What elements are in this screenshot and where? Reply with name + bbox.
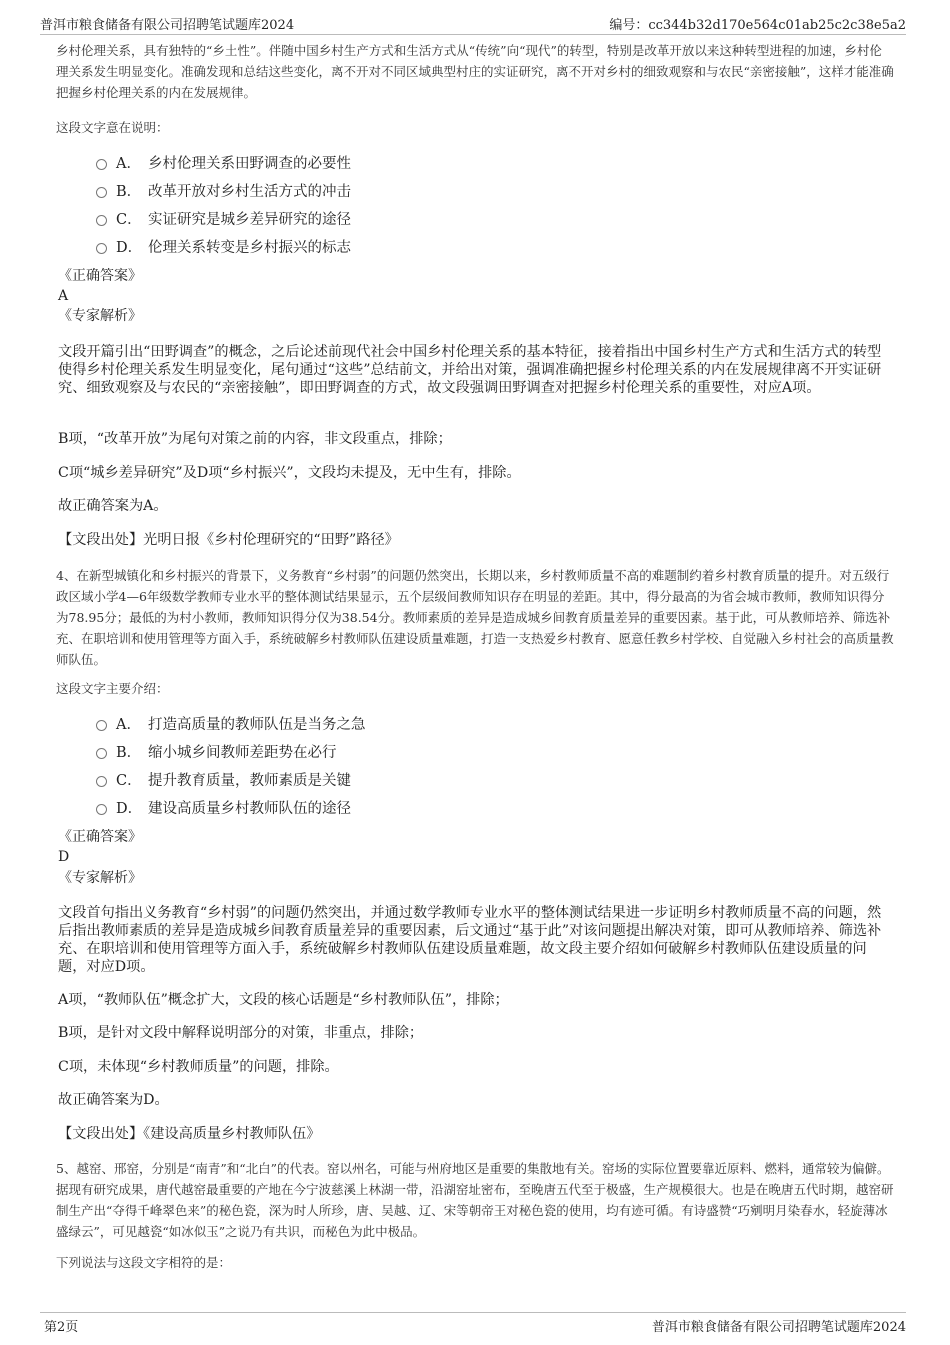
radio-icon[interactable]	[96, 748, 107, 759]
q4-prompt: 这段文字主要介绍：	[56, 681, 169, 696]
q3-option-a[interactable]: A． 乡村伦理关系田野调查的必要性	[96, 150, 796, 178]
q3-option-b[interactable]: B． 改革开放对乡村生活方式的冲击	[96, 178, 796, 206]
q4-analysis-c: C项，未体现“乡村教师质量”的问题，排除。	[58, 1059, 339, 1075]
header-code: 编号：cc344b32d170e564c01ab25c2c38e5a2	[609, 18, 906, 33]
q3-passage: 乡村伦理关系，具有独特的“乡土性”。伴随中国乡村生产方式和生活方式从“传统”向“现代”的转型，特别是改革开放以来这种转型进程的加速，乡村伦理关系发生明显变化。准确发现和总结这些变化，离不开对不同区域典型村庄的实证研究，离不开对乡村的细致观察和与农民“亲密接触”，这样才能准确把握乡村伦理关系的内在发展规律。	[56, 43, 894, 100]
q3-analysis-conclusion: 故正确答案为A。	[58, 498, 168, 514]
q3-analysis-cd: C项“城乡差异研究”及D项“乡村振兴”，文段均未提及，无中生有，排除。	[58, 465, 521, 481]
q5-prompt: 下列说法与这段文字相符的是：	[56, 1255, 232, 1270]
radio-icon[interactable]	[96, 720, 107, 731]
q3-source: 【文段出处】光明日报《乡村伦理研究的“田野”路径》	[58, 532, 399, 548]
footer-title: 普洱市粮食储备有限公司招聘笔试题库2024	[651, 1320, 906, 1335]
radio-icon[interactable]	[96, 215, 107, 226]
header-title: 普洱市粮食储备有限公司招聘笔试题库2024	[40, 18, 295, 33]
q4-analysis-conclusion: 故正确答案为D。	[58, 1092, 169, 1108]
q4-analysis-b: B项，是针对文段中解释说明部分的对策，非重点，排除；	[58, 1025, 424, 1041]
q4-option-d[interactable]: D． 建设高质量乡村教师队伍的途径	[96, 795, 796, 823]
q3-analysis-b: B项，“改革开放”为尾句对策之前的内容，非文段重点，排除；	[58, 431, 452, 447]
q3-answer: A	[58, 288, 69, 304]
radio-icon[interactable]	[96, 159, 107, 170]
q3-option-c[interactable]: C． 实证研究是城乡差异研究的途径	[96, 206, 796, 234]
q3-analysis-label: 《专家解析》	[58, 308, 142, 324]
q3-options	[96, 150, 796, 262]
q4-analysis-label: 《专家解析》	[58, 870, 142, 886]
q4-source: 【文段出处】《建设高质量乡村教师队伍》	[58, 1126, 321, 1142]
q4-analysis-main: 文段首句指出义务教育“乡村弱”的问题仍然突出，并通过数学教师专业水平的整体测试结果进一步证明乡村教师质量不高的问题，然后指出教师素质的差异是造成城乡间教育质量差异的重要因素，后文通过“基于此”对该问题提出解决对策，即可从教师培养、筛选补充、在职培训和使用管理等方面入手，系统破解乡村教师队伍建设质量难题，故文段主要介绍如何破解乡村教师队伍建设质量的问题，对应D项。	[58, 905, 882, 975]
q3-answer-label: 《正确答案》	[58, 268, 142, 284]
radio-icon[interactable]	[96, 243, 107, 254]
q3-prompt: 这段文字意在说明：	[56, 120, 169, 135]
q4-analysis-a: A项，“教师队伍”概念扩大，文段的核心话题是“乡村教师队伍”，排除；	[58, 992, 509, 1008]
radio-icon[interactable]	[96, 804, 107, 815]
q4-answer-label: 《正确答案》	[58, 829, 142, 845]
q4-option-b[interactable]: B． 缩小城乡间教师差距势在必行	[96, 739, 796, 767]
q4-options	[96, 711, 796, 823]
q4-option-a[interactable]: A． 打造高质量的教师队伍是当务之急	[96, 711, 796, 739]
page-header	[40, 12, 906, 35]
q3-option-d[interactable]: D． 伦理关系转变是乡村振兴的标志	[96, 234, 796, 262]
footer-page-number: 第2页	[44, 1320, 79, 1335]
q5-passage: 5、越窑、邢窑，分别是“南青”和“北白”的代表。窑以州名，可能与州府地区是重要的集散地有关。窑场的实际位置要靠近原料、燃料，通常较为偏僻。据现有研究成果，唐代越窑最重要的产地在今宁波慈溪上林湖一带，沿湖窑址密布，至晚唐五代至于极盛，生产规模很大。也是在晚唐五代时期，越窑研制生产出“夺得千峰翠色来”的秘色瓷，深为时人所珍，唐、吴越、辽、宋等朝帝王对秘色瓷的使用，均有迹可循。有诗盛赞“巧剜明月染春水，轻旋薄冰盛绿云”，可见越瓷“如冰似玉”之说乃有共识，而秘色为此中极品。	[56, 1161, 894, 1239]
q4-option-c[interactable]: C． 提升教育质量，教师素质是关键	[96, 767, 796, 795]
radio-icon[interactable]	[96, 776, 107, 787]
q4-passage: 4、在新型城镇化和乡村振兴的背景下，义务教育“乡村弱”的问题仍然突出，长期以来，乡村教师质量不高的难题制约着乡村教育质量的提升。对五级行政区域小学4—6年级数学教师专业水平的整体测试结果显示，五个层级间教师知识存在明显的差距。其中，得分最高的为省会城市教师，教师知识得分为78.95分；最低的为村小教师，教师知识得分仅为38.54分。教师素质的差异是造成城乡间教育质量差异的重要因素。基于此，可从教师培养、筛选补充、在职培训和使用管理等方面入手，系统破解乡村教师队伍建设质量难题，打造一支热爱乡村教育、愿意任教乡村学校、自觉融入乡村社会的高质量教师队伍。	[56, 568, 894, 667]
q4-answer: D	[58, 849, 70, 865]
page-footer	[40, 1312, 906, 1337]
q3-analysis-main: 文段开篇引出“田野调查”的概念，之后论述前现代社会中国乡村伦理关系的基本特征，接着指出中国乡村生产方式和生活方式的转型使得乡村伦理关系发生明显变化，尾句通过“这些”总结前文，并给出对策，强调准确把握乡村伦理关系的内在发展规律离不开实证研究、细致观察及与农民的“亲密接触”，即田野调查的方式，故文段强调田野调查对把握乡村伦理关系的重要性，对应A项。	[58, 344, 882, 396]
radio-icon[interactable]	[96, 187, 107, 198]
